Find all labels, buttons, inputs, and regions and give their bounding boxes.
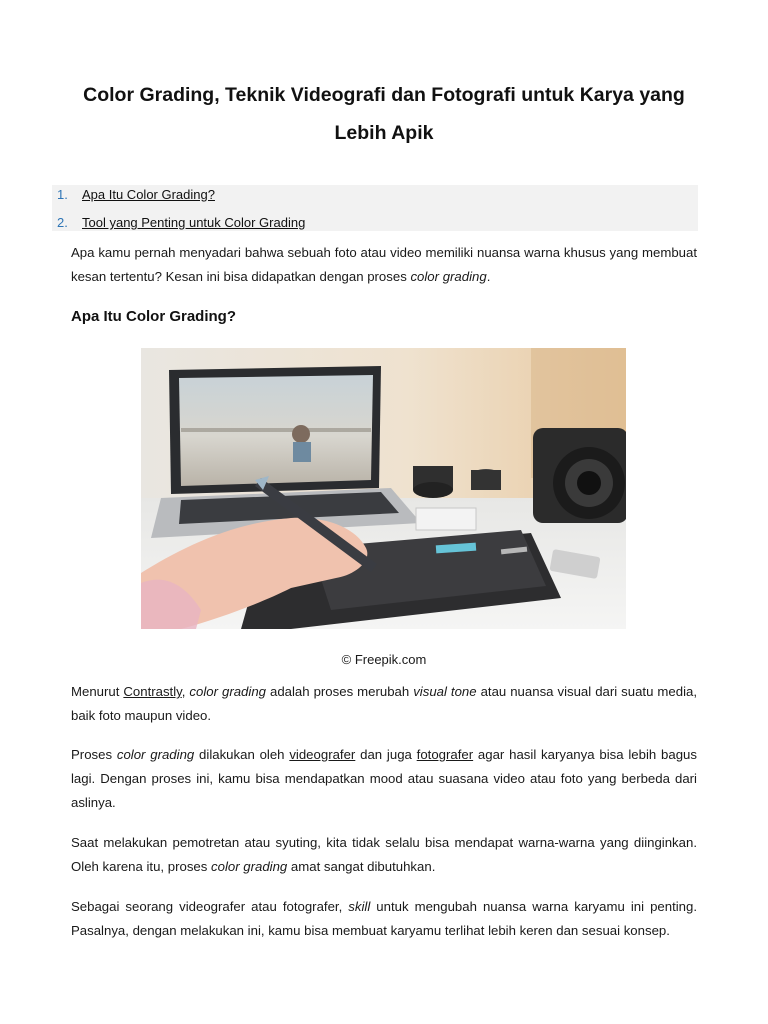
article-title: Color Grading, Teknik Videografi dan Fotografi untuk Karya yang Lebih Apik (83, 84, 685, 144)
link-videografer[interactable]: videografer (289, 747, 356, 762)
section-heading: Apa Itu Color Grading? (71, 308, 236, 325)
paragraph-definition: Menurut Contrastly, color grading adalah proses merubah visual tone atau nuansa visual dari suatu media, baik foto maupun video. (71, 684, 698, 723)
toc-item-number: 2. (57, 215, 68, 230)
toc-link-tool[interactable]: Tool yang Penting untuk Color Grading (82, 215, 306, 230)
toc-item-number: 1. (57, 187, 68, 202)
photo-illustration (141, 348, 626, 629)
paragraph-shooting: Saat melakukan pemotretan atau syuting, kita tidak selalu bisa mendapat warna-warna yang diinginkan. Oleh karena itu, proses color grading amat sangat dibutuhkan. (71, 835, 697, 874)
paragraph-process: Proses color grading dilakukan oleh videografer dan juga fotografer agar hasil karyanya bisa lebih bagus lagi. Dengan proses ini, kamu bisa mendapatkan mood atau suasana video atau foto yang berbeda dari aslinya. (71, 747, 697, 810)
table-of-contents (52, 185, 698, 231)
intro-paragraph: Apa kamu pernah menyadari bahwa sebuah foto atau video memiliki nuansa warna khusus yang membuat kesan tertentu? Kesan ini bisa didapatkan dengan proses color grading. (71, 245, 697, 284)
toc-link-apa-itu[interactable]: Apa Itu Color Grading? (82, 187, 215, 202)
image-caption: © Freepik.com (341, 652, 427, 667)
article-photo (141, 348, 626, 629)
link-contrastly[interactable]: Contrastly (123, 684, 182, 699)
paragraph-skill: Sebagai seorang videografer atau fotografer, skill untuk mengubah nuansa warna karyamu ini penting. Pasalnya, dengan melakukan ini, kamu bisa membuat karyamu terlihat lebih keren dan sesuai konsep. (71, 899, 697, 938)
link-fotografer[interactable]: fotografer (416, 747, 474, 762)
